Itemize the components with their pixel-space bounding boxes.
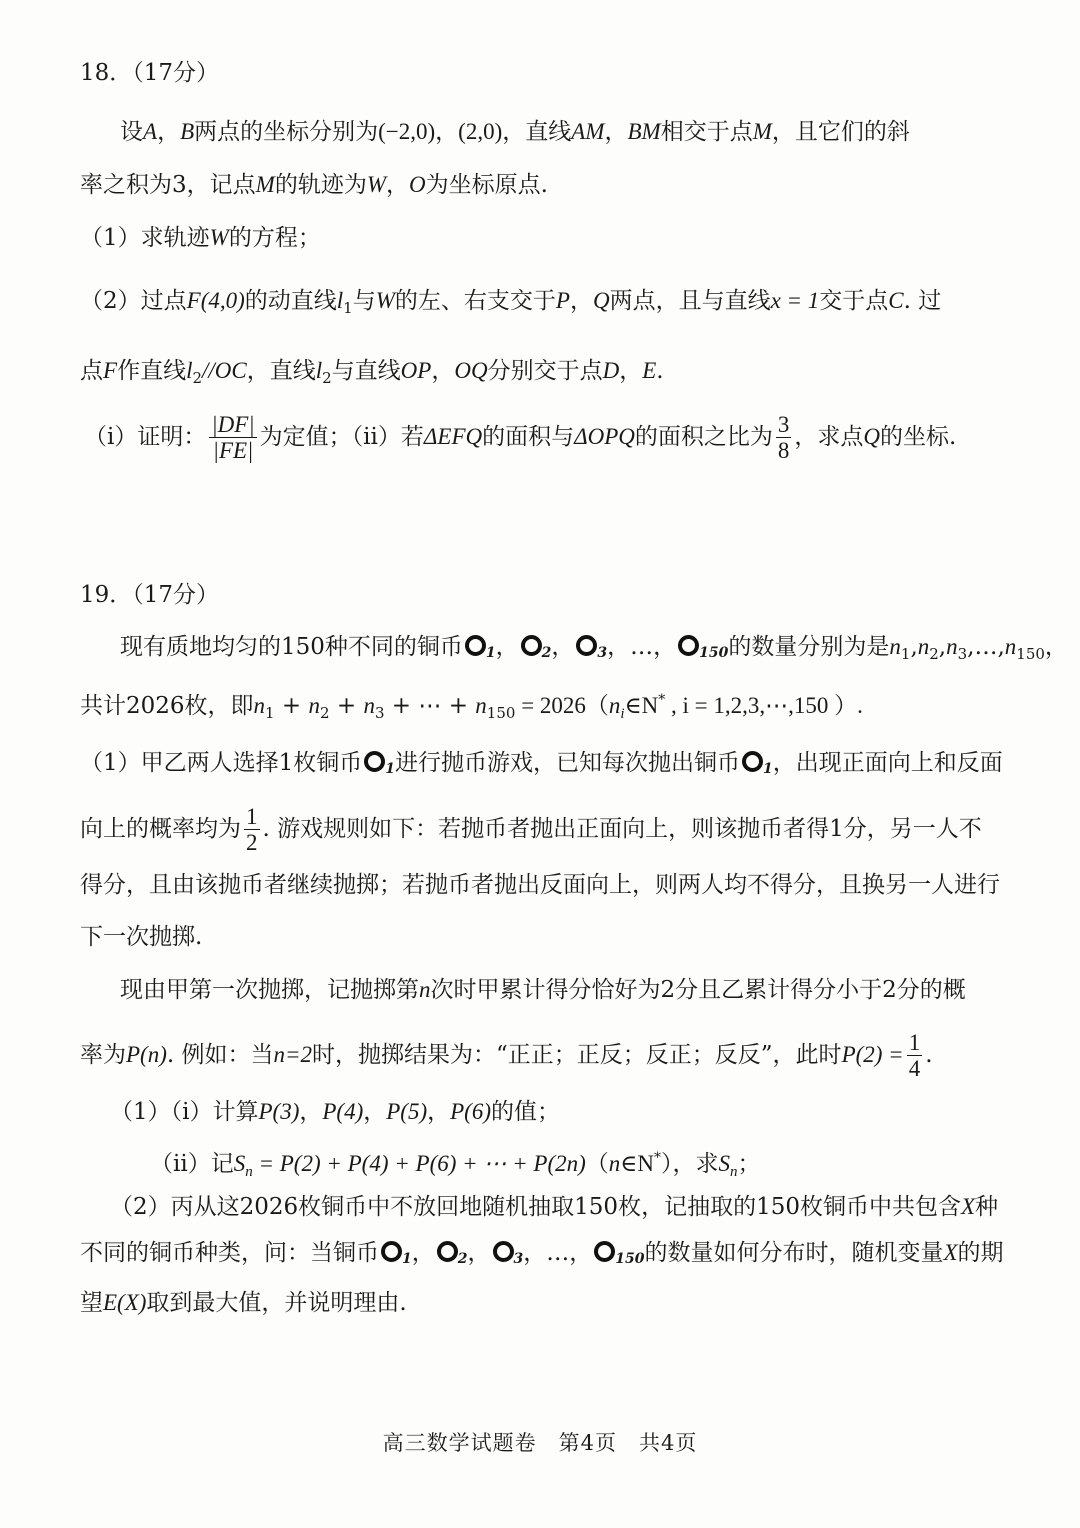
coin-icon — [381, 1241, 402, 1262]
q18-part2-line2: 点F作直线$l_2//OC$，直线$l_2$与直线OP，OQ分别交于点D，E. — [80, 358, 664, 387]
q19-sub1-ii: （ii）记$S_n = P(2) + P(4) + P(6)$ + ⋯ + P(2n)（n∈N*），求$S_n$； — [150, 1150, 761, 1180]
q19-line1: 现有质地均匀的150种不同的铜币 1， 2， 3，…， 150的数量分别为是$n_1,n_2,n_3,\dots,n_{150}$， — [120, 634, 1068, 663]
q19-part2-line2: 不同的铜币种类，问：当铜币 1， 2， 3，…， 150的数量如何分布时，随机变量X的期 — [80, 1240, 1004, 1267]
q18-intro-line2: 率之积为3，记点M的轨迹为W，O为坐标原点. — [80, 172, 548, 198]
q19-part1-line1: （1）甲乙两人选择1枚铜币 1进行抛币游戏，已知每次抛出铜币 1，出现正面向上和反面 — [80, 750, 1003, 777]
q19-part1-line3: 得分，且由该抛币者继续抛掷；若抛币者抛出反面向上，则两人均不得分，且换另一人进行 — [80, 872, 1000, 898]
q19-part1-line2: 向上的概率均为 $\frac{1}{2}$ . 游戏规则如下：若抛币者抛出正面向上，则该抛币者得1分，另一人不 — [80, 804, 982, 856]
coin-icon — [576, 635, 597, 656]
coin-icon — [742, 751, 763, 772]
coin-icon — [493, 1241, 514, 1262]
q19-rule-line1: 现由甲第一次抛掷，记抛掷第n次时甲累计得分恰好为2分且乙累计得分小于2分的概 — [120, 977, 966, 1003]
q19-rule-line2: 率为P(n). 例如：当n=2时，抛掷结果为：“正正；正反；反正；反反”，此时P(2) = $\frac{1}{4}$ . — [80, 1030, 933, 1082]
q18-heading: 18．（17分） — [80, 60, 220, 86]
coin-icon — [465, 635, 486, 656]
q19-part2-line1: （2）丙从这2026枚铜币中不放回地随机抽取150枚，记抽取的150枚铜币中共包含X种 — [110, 1194, 999, 1220]
coin-icon — [521, 635, 542, 656]
q18-intro-line1: 设A，B两点的坐标分别为(−2,0)，(2,0)，直线AM，BM相交于点M，且它们的斜 — [120, 119, 910, 145]
ratio-fraction: $\frac{|DF|}{|FE|}$ — [211, 412, 255, 464]
coin-icon — [437, 1241, 458, 1262]
q19-part1-line4: 下一次抛掷. — [80, 924, 203, 950]
q18-part2-subparts: （i）证明： $\frac{|DF|}{|FE|}$ 为定值；（ii）若ΔEFQ的面积与ΔOPQ的面积之比为 $\frac{3}{8}$ ，求点Q的坐标. — [84, 412, 957, 464]
q19-sub1-i: （1）（i）计算P(3)，P(4)，P(5)，P(6)的值； — [110, 1099, 560, 1125]
q18-part2-line1: （2）过点F(4,0)的动直线$l_1$与W的左、右支交于P，Q两点，且与直线x = 1交于点C. 过 — [80, 288, 942, 317]
half-fraction: $\frac{1}{2}$ — [246, 804, 258, 856]
page-footer: 高三数学试题卷 第4页 共4页 — [382, 1431, 698, 1455]
q19-heading: 19．（17分） — [80, 582, 220, 608]
q19-line2: 共计2026枚，即$n_1 + n_2 + n_3$ + ⋯ + $n_{150}$ = $2026(n_i\in N^*$ , i = 1,2,3,⋯,150 ）. — [80, 692, 863, 722]
q19-part2-line3: 望E(X)取到最大值，并说明理由. — [80, 1290, 407, 1316]
coin-icon — [594, 1241, 615, 1262]
quarter-fraction: $\frac{1}{4}$ — [908, 1030, 921, 1082]
coin-icon — [364, 751, 385, 772]
q18-part1: （1）求轨迹W的方程； — [80, 225, 321, 251]
three-eighths-fraction: $\frac{3}{8}$ — [777, 412, 790, 464]
coin-icon — [678, 635, 699, 656]
